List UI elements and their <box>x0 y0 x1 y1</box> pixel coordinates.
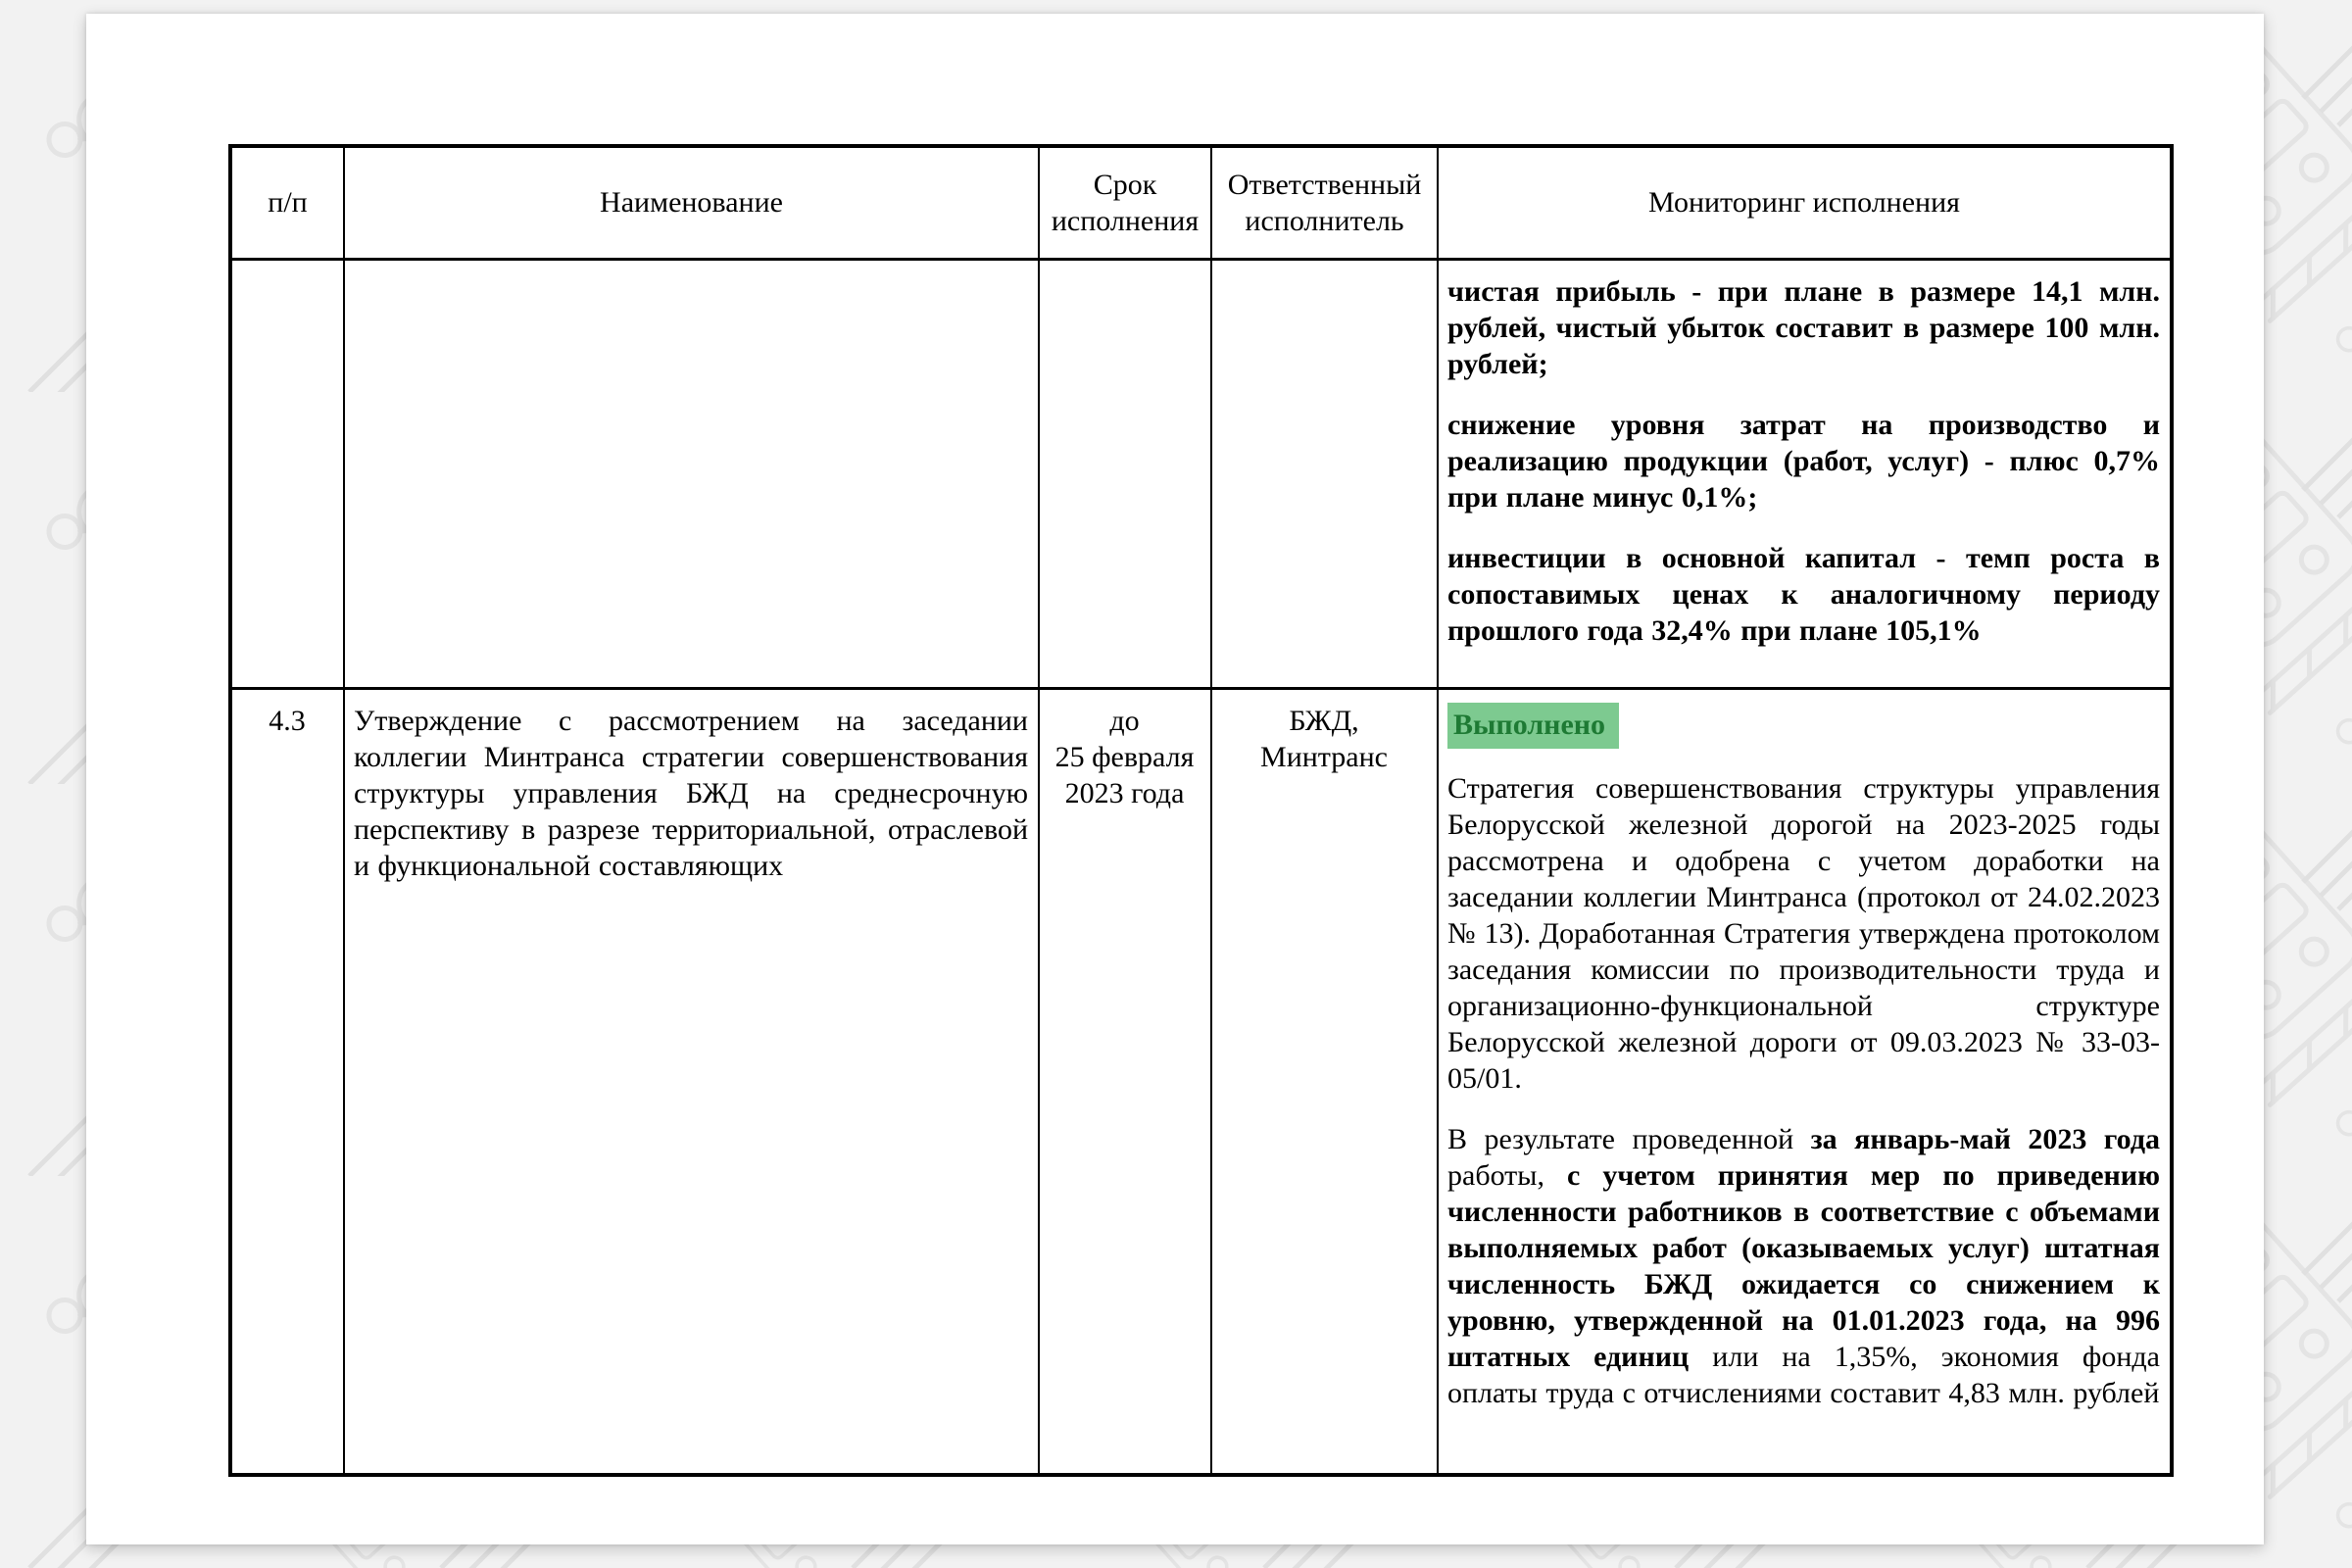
document-page <box>86 14 2264 1544</box>
header-term: Срок исполнения <box>1039 146 1211 259</box>
header-num: п/п <box>230 146 344 259</box>
table-row-4-3 <box>230 688 2172 1475</box>
header-monitoring: Мониторинг исполнения <box>1438 146 2172 259</box>
cell-term: до 25 февраля 2023 года <box>1039 688 1211 1475</box>
cell-num <box>230 259 344 688</box>
status-badge-done: Выполнено <box>1447 703 1619 749</box>
cell-num: 4.3 <box>230 688 344 1475</box>
monitoring-table <box>228 144 2174 1477</box>
cell-executor: БЖД, Минтранс <box>1211 688 1438 1475</box>
cell-name <box>344 259 1039 688</box>
cell-term <box>1039 259 1211 688</box>
header-name: Наименование <box>344 146 1039 259</box>
cell-name: Утверждение с рассмотрением на заседании коллегии Минтранса стратегии совершенствования структуры управления БЖД на среднесрочную перспективу в разрезе территориальной, отраслевой и функциональной составляющих <box>344 688 1039 1475</box>
cell-executor <box>1211 259 1438 688</box>
table-header-row <box>230 146 2172 259</box>
header-executor: Ответственный исполнитель <box>1211 146 1438 259</box>
table-row-continuation <box>230 259 2172 688</box>
monitoring-text: Стратегия совершенствования структуры управления Белорусской железной дорогой на 2023-2025 годы рассмотрена и одобрена с учетом доработки на заседании коллегии Минтранса (протокол от 24.02.2023 № 13). Доработанная Стратегия утверждена протоколом заседания комиссии по производительности труда и организационно-функциональной структуре Белорусской железной дороги от 09.03.2023 № 33-03-05/01. В результате проведенной за январь-май 2023 года работы, с учетом принятия мер по приведению численности работников в соответствие с объемами выполняемых работ (оказываемых услуг) штатная численность БЖД ожидается со снижением к уровню, утвержденной на 01.01.2023 года, на 996 штатных единиц или на 1,35%, экономия фонда оплаты труда с отчислениями составит 4,83 млн. рублей <box>1447 771 2160 1409</box>
cell-monitoring: чистая прибыль - при плане в размере 14,1 млн. рублей, чистый убыток составит в размере 100 млн. рублей; снижение уровня затрат на производство и реализацию продукции (работ, услуг) - плюс 0,7% при плане минус 0,1%; инвестиции в основной капитал - темп роста в сопоставимых ценах к аналогичному периоду прошлого года 32,4% при плане 105,1% <box>1438 259 2172 688</box>
cell-monitoring <box>1438 688 2172 1475</box>
